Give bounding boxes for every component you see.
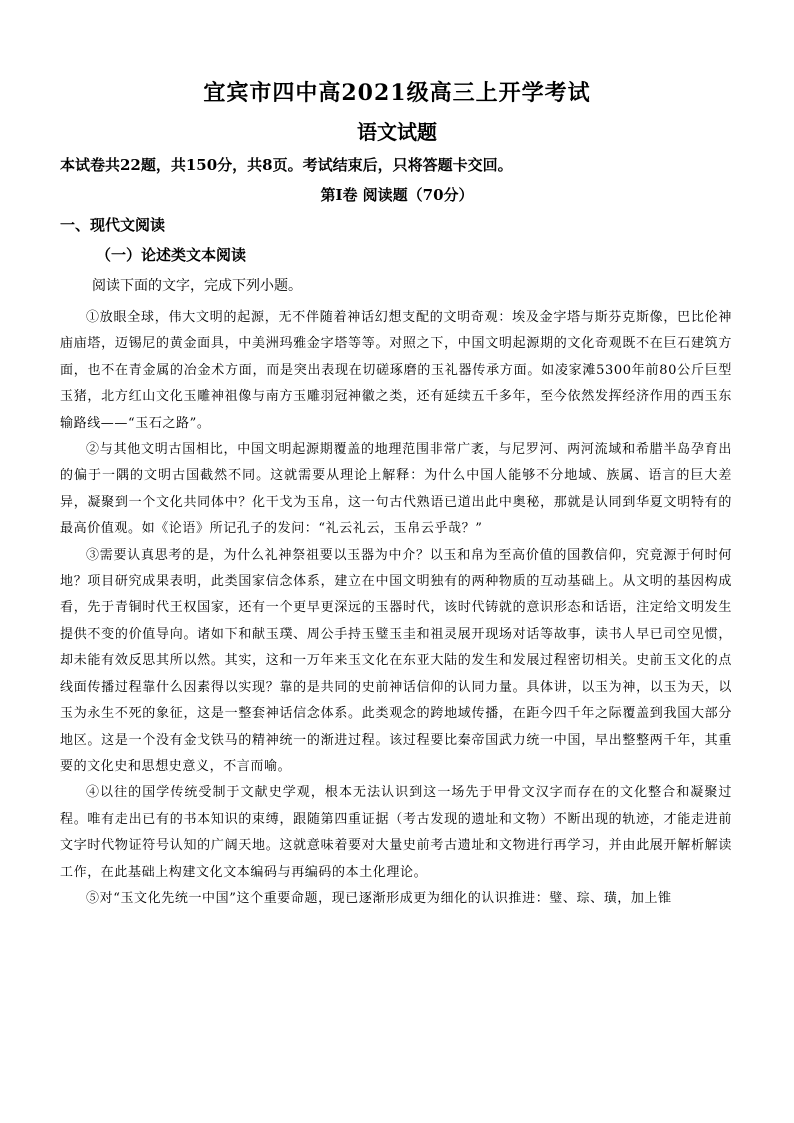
exam-title: 宜宾市四中高2021级高三上开学考试 [203, 80, 591, 106]
subsection-heading: （一）论述类文本阅读 [96, 246, 247, 264]
reading-passage [60, 305, 732, 912]
reading-instruction: 阅读下面的文字，完成下列小题。 [92, 278, 302, 294]
passage-paragraph-1: ①放眼全球，伟大文明的起源，无不伴随着神话幻想支配的文明奇观：埃及金字塔与斯芬克斯像，巴比伦神庙庙塔，迈锡尼的黄金面具，中美洲玛雅金字塔等等。对照之下，中国文明起源期的文化奇观既不在巨石建筑方面，也不在青金属的冶金术方面，而是突出表现在切磋琢磨的玉礼器传承方面。如凌家滩5300年前80公斤巨型玉猪，北方红山文化玉雕神祖像与南方玉雕羽冠神徽之类，还有延续五千多年，至今依然发挥经济作用的西玉东输路线——“玉石之路”。 [60, 310, 732, 431]
passage-paragraph-4: ④以往的国学传统受制于文献史学观，根本无法认识到这一场先于甲骨文汉字而存在的文化整合和凝聚过程。唯有走出已有的书本知识的束缚，跟随第四重证据（考古发现的遗址和文物）不断出现的轨迹，才能走进前文字时代物证符号认知的广阔天地。这就意味着要对大量史前考古遗址和文物进行再学习，并由此展开解析解读工作，在此基础上构建文化文本编码与再编码的本土化理论。 [60, 785, 732, 880]
exam-subject: 语文试题 [357, 120, 437, 144]
section-heading: 一、现代文阅读 [60, 216, 166, 234]
volume-heading: 第Ⅰ卷 阅读题（70分） [320, 186, 474, 204]
passage-paragraph-3: ③需要认真思考的是，为什么礼神祭祖要以玉器为中介？以玉和帛为至高价值的国教信仰，究竟源于何时何地？项目研究成果表明，此类国家信念体系，建立在中国文明独有的两种物质的互动基础上。从文明的基因构成看，先于青铜时代王权国家，还有一个更早更深远的玉器时代，该时代铸就的意识形态和话语，注定给文明发生提供不变的价值导向。诸如下和献玉璞、周公手持玉璧玉圭和祖灵展开现场对话等故事，读书人早已司空见惯，却未能有效反思其所以然。其实，这和一万年来玉文化在东亚大陆的发生和发展过程密切相关。史前玉文化的点线面传播过程靠什么因素得以实现？靠的是共同的史前神话信仰的认同力量。具体讲，以玉为神，以玉为天，以玉为永生不死的象征，这是一整套神话信念体系。此类观念的跨地域传播，在距今四千年之际覆盖到我国大部分地区。这是一个没有金戈铁马的精神统一的渐进过程。该过程要比秦帝国武力统一中国，早出整整两千年，其重要的文化史和思想史意义，不言而喻。 [60, 547, 732, 774]
passage-paragraph-2: ②与其他文明古国相比，中国文明起源期覆盖的地理范围非常广袤，与尼罗河、两河流域和希腊半岛孕育出的偏于一隅的文明古国截然不同。这就需要从理论上解释：为什么中国人能够不分地域、族属、语言的巨大差异，凝聚到一个文化共同体中？化干戈为玉帛，这一句古代熟语已道出此中奥秘，那就是认同到华夏文明特有的最高价值观。如《论语》所记孔子的发问：“礼云礼云，玉帛云乎哉？” [60, 442, 732, 537]
passage-paragraph-5: ⑤对“玉文化先统一中国”这个重要命题，现已逐渐形成更为细化的认识推进：璧、琮、璜，加上锥 [86, 890, 672, 906]
exam-notice: 本试卷共22题，共150分，共8页。考试结束后，只将答题卡交回。 [60, 156, 513, 174]
